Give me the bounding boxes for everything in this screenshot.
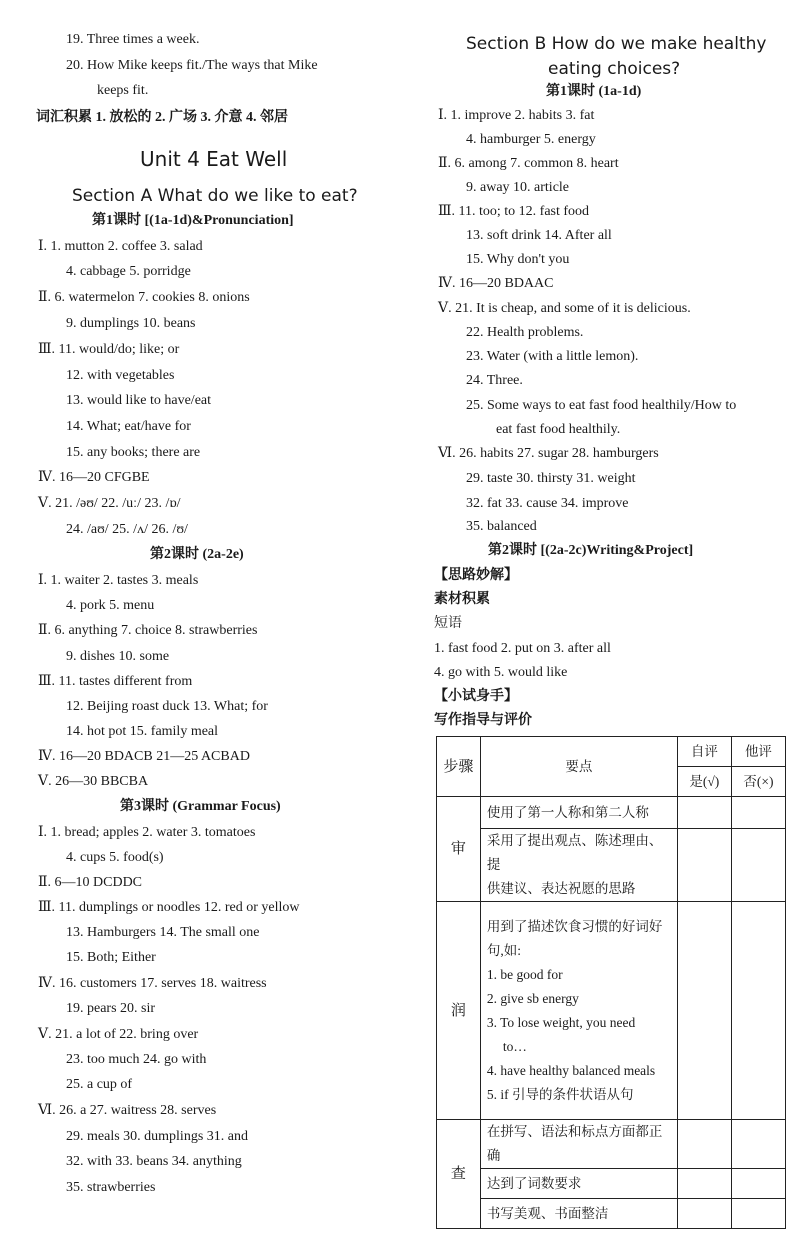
- answer-line: Ⅰ. 1. waiter 2. tastes 3. meals: [38, 573, 199, 588]
- answer-line: 32. fat 33. cause 34. improve: [466, 496, 629, 511]
- answer-line: 15. Both; Either: [66, 950, 156, 965]
- evaluation-table: [436, 736, 786, 1229]
- answer-line: 15. any books; there are: [66, 445, 201, 460]
- answer-line: Ⅲ. 11. too; to 12. fast food: [438, 204, 590, 219]
- phrases-label: 短语: [434, 616, 462, 631]
- practice-heading: 【小试身手】: [434, 689, 518, 704]
- header-points: 要点: [480, 737, 677, 797]
- answer-line: Ⅲ. 11. tastes different from: [38, 674, 193, 689]
- answer-line: Ⅱ. 6. anything 7. choice 8. strawberries: [38, 623, 258, 638]
- answer-line: 9. dishes 10. some: [66, 649, 170, 664]
- answer-line: keeps fit.: [97, 83, 149, 98]
- answer-line: Ⅱ. 6—10 DCDDC: [38, 875, 143, 890]
- step-check: 查: [437, 1120, 481, 1229]
- answer-line: Ⅲ. 11. dumplings or noodles 12. red or yellow: [38, 900, 300, 915]
- answer-line: eat fast food healthily.: [496, 422, 621, 437]
- answer-line: Ⅰ. 1. improve 2. habits 3. fat: [438, 108, 595, 123]
- section-b-title: Section B How do we make healthy: [466, 34, 767, 54]
- answer-line: 9. away 10. article: [466, 180, 570, 195]
- answer-line: Ⅰ. 1. mutton 2. coffee 3. salad: [38, 239, 203, 254]
- answer-line: 24. /aʊ/ 25. /ʌ/ 26. /ʊ/: [66, 522, 188, 537]
- answer-line: 32. with 33. beans 34. anything: [66, 1154, 242, 1169]
- answer-line: 9. dumplings 10. beans: [66, 316, 196, 331]
- answer-line: 4. hamburger 5. energy: [466, 132, 596, 147]
- answer-line: 20. How Mike keeps fit./The ways that Mike: [66, 58, 318, 73]
- answer-line: Ⅱ. 6. watermelon 7. cookies 8. onions: [38, 290, 250, 305]
- checkbox-cell[interactable]: [731, 1169, 785, 1199]
- lesson-1-heading: 第1课时 (1a-1d): [546, 84, 642, 99]
- unit-title: Unit 4 Eat Well: [140, 147, 288, 171]
- answer-line: Ⅴ. 21. /əʊ/ 22. /uː/ 23. /ɒ/: [38, 496, 181, 511]
- answer-line: 13. soft drink 14. After all: [466, 228, 612, 243]
- answer-line: 4. pork 5. menu: [66, 598, 155, 613]
- answer-line: Ⅳ. 16. customers 17. serves 18. waitress: [38, 976, 267, 991]
- section-a-title: Section A What do we like to eat?: [72, 186, 358, 206]
- answer-line: Ⅳ. 16—20 CFGBE: [38, 470, 150, 485]
- answer-line: 19. Three times a week.: [66, 32, 200, 47]
- checkbox-cell[interactable]: [677, 1169, 731, 1199]
- answer-line: Ⅴ. 21. It is cheap, and some of it is delicious.: [438, 301, 691, 316]
- header-peer-eval: 他评: [731, 737, 785, 767]
- checkbox-cell[interactable]: [731, 1120, 785, 1169]
- answer-line: 25. Some ways to eat fast food healthily/How to: [466, 398, 737, 413]
- answer-line: 12. with vegetables: [66, 368, 175, 383]
- answer-line: 35. strawberries: [66, 1180, 156, 1195]
- answer-line: Ⅰ. 1. bread; apples 2. water 3. tomatoes: [38, 825, 256, 840]
- answer-line: 13. Hamburgers 14. The small one: [66, 925, 260, 940]
- answer-line: 4. cabbage 5. porridge: [66, 264, 191, 279]
- header-step: 步骤: [437, 737, 481, 797]
- answer-line: 23. too much 24. go with: [66, 1052, 207, 1067]
- answer-line: Ⅱ. 6. among 7. common 8. heart: [438, 156, 619, 171]
- section-b-title-line2: eating choices?: [548, 59, 681, 79]
- header-self-eval: 自评: [677, 737, 731, 767]
- header-no: 否(×): [731, 767, 785, 797]
- checkbox-cell[interactable]: [677, 902, 731, 1120]
- criterion: 书写美观、书面整洁: [480, 1199, 677, 1229]
- criterion: 在拼写、语法和标点方面都正确: [480, 1120, 677, 1169]
- answer-line: 13. would like to have/eat: [66, 393, 212, 408]
- answer-line: Ⅴ. 21. a lot of 22. bring over: [38, 1027, 199, 1042]
- lesson-1-heading: 第1课时 [(1a-1d)&Pronunciation]: [92, 213, 294, 228]
- answer-line: 14. hot pot 15. family meal: [66, 724, 219, 739]
- answer-line: 15. Why don't you: [466, 252, 570, 267]
- lesson-2-heading: 第2课时 [(2a-2c)Writing&Project]: [488, 543, 694, 558]
- answer-line: Ⅳ. 16—20 BDAAC: [438, 276, 554, 291]
- checkbox-cell[interactable]: [731, 797, 785, 829]
- answer-line: 22. Health problems.: [466, 325, 584, 340]
- answer-line: Ⅲ. 11. would/do; like; or: [38, 342, 180, 357]
- criterion: 用到了描述饮食习惯的好词好 句,如: 1. be good for 2. give sb energy 3. To lose weight, you need to… 4. have healthy balanced meals 5. if 引导的条件状语从句: [480, 902, 677, 1120]
- checkbox-cell[interactable]: [731, 1199, 785, 1229]
- criterion: 达到了词数要求: [480, 1169, 677, 1199]
- checkbox-cell[interactable]: [731, 829, 785, 902]
- answer-line: 29. meals 30. dumplings 31. and: [66, 1129, 248, 1144]
- checkbox-cell[interactable]: [677, 829, 731, 902]
- checkbox-cell[interactable]: [677, 1120, 731, 1169]
- answer-line: 14. What; eat/have for: [66, 419, 191, 434]
- checkbox-cell[interactable]: [731, 902, 785, 1120]
- answer-line: 4. cups 5. food(s): [66, 850, 164, 865]
- answer-line: 23. Water (with a little lemon).: [466, 349, 639, 364]
- lesson-2-heading: 第2课时 (2a-2e): [150, 547, 244, 562]
- idea-heading: 【思路妙解】: [434, 568, 518, 583]
- checkbox-cell[interactable]: [677, 797, 731, 829]
- criterion: 使用了第一人称和第二人称: [480, 797, 677, 829]
- answer-line: 12. Beijing roast duck 13. What; for: [66, 699, 268, 714]
- answer-line: Ⅳ. 16—20 BDACB 21—25 ACBAD: [38, 749, 250, 764]
- answer-line: 25. a cup of: [66, 1077, 133, 1092]
- answer-line: 1. fast food 2. put on 3. after all: [434, 641, 611, 656]
- answer-line: 4. go with 5. would like: [434, 665, 568, 680]
- answer-line: Ⅵ. 26. habits 27. sugar 28. hamburgers: [438, 446, 659, 461]
- answer-line: Ⅵ. 26. a 27. waitress 28. serves: [38, 1103, 217, 1118]
- step-review: 审: [437, 797, 481, 902]
- answer-line: 29. taste 30. thirsty 31. weight: [466, 471, 636, 486]
- criterion: 采用了提出观点、陈述理由、提 供建议、表达祝愿的思路: [480, 829, 677, 902]
- guide-heading: 写作指导与评价: [434, 713, 532, 728]
- checkbox-cell[interactable]: [677, 1199, 731, 1229]
- material-label: 素材积累: [434, 592, 490, 607]
- lesson-3-heading: 第3课时 (Grammar Focus): [120, 799, 281, 814]
- step-polish: 润: [437, 902, 481, 1120]
- answer-line: 19. pears 20. sir: [66, 1001, 156, 1016]
- answer-line: 24. Three.: [466, 373, 523, 388]
- answer-line: 35. balanced: [466, 519, 537, 534]
- header-yes: 是(√): [677, 767, 731, 797]
- answer-line: Ⅴ. 26—30 BBCBA: [38, 774, 149, 789]
- vocab-line: 词汇积累 1. 放松的 2. 广场 3. 介意 4. 邻居: [36, 110, 288, 125]
